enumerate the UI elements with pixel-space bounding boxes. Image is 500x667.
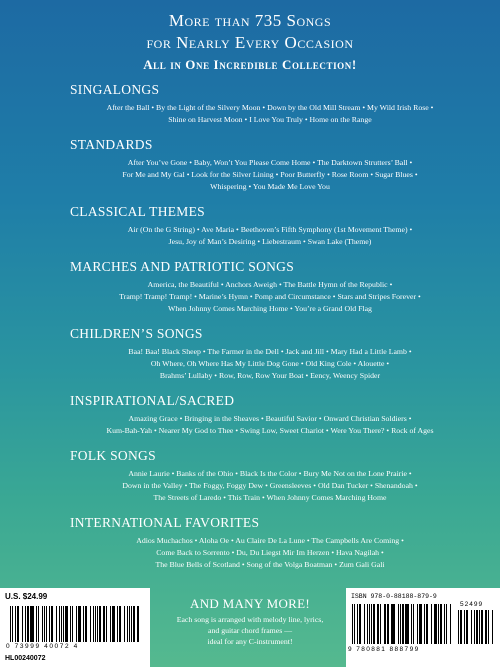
barcode-bar: [56, 606, 57, 642]
section-title: SINGALONGS: [70, 82, 160, 97]
barcode-bar: [440, 604, 442, 644]
barcode-bar: [384, 604, 385, 644]
barcode-bar: [364, 604, 365, 644]
barcode-bar: [49, 606, 50, 642]
footer-title: AND MANY MORE!: [190, 596, 310, 611]
barcode-bar: [76, 606, 77, 642]
price-label: U.S. $24.99: [5, 592, 48, 601]
barcode-bar: [63, 606, 64, 642]
barcode-bar: [78, 606, 79, 642]
section-song-list: Baa! Baa! Black Sheep • The Farmer in the Dell • Jack and Jill • Mary Had a Little Lamb • Oh Where, Oh Where Has My Little Dog Gone • Old King Cole • Alouette • Brahms’ Lullaby • Row, Row, Row Your Boat • Eency, Weency Spider: [128, 347, 412, 380]
barcode-bar: [380, 604, 381, 644]
cover-subhead: All in One Incredible Collection!: [143, 57, 357, 72]
barcode-bar: [95, 606, 97, 642]
barcode-bar: [25, 606, 26, 642]
section-title: FOLK SONGS: [70, 448, 156, 463]
barcode-bar: [371, 604, 372, 644]
barcode-bar: [405, 604, 406, 644]
barcode-bar: [411, 604, 413, 644]
barcode-bar: [476, 610, 478, 644]
barcode-bar: [124, 606, 125, 642]
section-song-list: Annie Laurie • Banks of the Ohio • Black Is the Color • Bury Me Not on the Lone Prairie • Down in the Valley • The Foggy, Foggy Dew • Greensleeves • Old Dan Tucker • Shenandoah • The Streets of Laredo • This Train • When Johnny Comes Marching Home: [122, 469, 418, 502]
section-song-list: After the Ball • By the Light of the Silvery Moon • Down by the Old Mill Stream • My Wild Irish Rose • Shine on Harvest Moon • I Love You Truly • Home on the Range: [106, 103, 434, 124]
barcode-bar: [400, 604, 401, 644]
barcode-bar: [398, 604, 399, 644]
barcode-bar: [352, 604, 353, 644]
barcode-bar: [488, 610, 489, 644]
song-sections: [70, 82, 470, 582]
barcode-bar: [42, 606, 43, 642]
footer-description: Each song is arranged with melody line, lyrics, and guitar chord frames — ideal for any C-instrument!: [176, 615, 324, 646]
barcode-bar: [406, 604, 408, 644]
barcode-bar: [117, 606, 118, 642]
barcode-bar: [460, 610, 462, 644]
barcode-bar: [38, 606, 39, 642]
barcode-bar: [474, 610, 475, 644]
section-title: STANDARDS: [70, 137, 153, 152]
barcode-bar: [359, 604, 361, 644]
section-title: INSPIRATIONAL/SACRED: [70, 393, 235, 408]
barcode-bar: [31, 606, 33, 642]
barcode-bar: [391, 604, 392, 644]
barcode-bar: [79, 606, 81, 642]
barcode-bar: [59, 606, 60, 642]
barcode-bar: [51, 606, 53, 642]
section-song-list: Air (On the G String) • Ave Maria • Beethoven’s Fifth Symphony (1st Movement Theme) • Jesu, Joy of Man’s Desiring • Liebestraum • Swan Lake (Theme): [127, 225, 413, 246]
section-classical-themes: [70, 204, 470, 248]
barcode-bar: [464, 610, 465, 644]
barcode-bar: [131, 606, 132, 642]
barcode-bar: [438, 604, 439, 644]
section-song-list: Adios Muchachos • Aloha Oe • Au Claire De La Lune • The Campbells Are Coming • Come Back to Sorrento • Du, Du Liegst Mir Im Herzen • Hava Nagilah • The Blue Bells of Scotland • Song of the Volga Boatman • Zum Gali Gali: [136, 536, 404, 569]
barcode-bar: [450, 604, 451, 644]
barcode-bar: [369, 604, 371, 644]
barcode-bar: [30, 606, 31, 642]
barcode-bar: [112, 606, 113, 642]
barcode-bar: [72, 606, 73, 642]
barcode-bar: [10, 606, 11, 642]
section-title: INTERNATIONAL FAVORITES: [70, 515, 260, 530]
barcode-bar: [492, 610, 493, 644]
section-singalongs: [70, 82, 470, 126]
cover-headline: [0, 10, 500, 54]
barcode-bar: [392, 604, 394, 644]
barcode-bar: [99, 606, 101, 642]
barcode-bar: [110, 606, 111, 642]
barcode-bar: [431, 604, 432, 644]
barcode-bar: [70, 606, 72, 642]
section-folk-songs: [70, 448, 470, 504]
headline-line-1: More than 735 Songs: [168, 11, 332, 30]
section-title: CHILDREN’S SONGS: [70, 326, 203, 341]
barcode-bar: [83, 606, 84, 642]
isbn-label: ISBN 978-0-88188-879-9: [351, 593, 437, 600]
section-song-list: Amazing Grace • Bringing in the Sheaves • Beautiful Savior • Onward Christian Soldiers • Kum-Bah-Yah • Nearer My God to Thee • Swing Low, Sweet Chariot • Were You There? • Rock of Ages: [106, 414, 434, 435]
barcode-bar: [446, 604, 447, 644]
barcode-bar: [367, 604, 368, 644]
barcode-bar: [65, 606, 67, 642]
barcode-bar: [61, 606, 63, 642]
upc-barcode-bars: [10, 606, 140, 642]
barcode-bar: [377, 604, 379, 644]
barcode-bar: [17, 606, 19, 642]
barcode-bar: [137, 606, 139, 642]
barcode-bar: [373, 604, 375, 644]
headline-line-2: for Nearly Every Occasion: [146, 33, 354, 52]
barcode-bar: [458, 610, 459, 644]
isbn-barcode-box: [346, 588, 500, 667]
barcode-bar: [90, 606, 91, 642]
barcode-bar: [97, 606, 98, 642]
barcode-bar: [413, 604, 414, 644]
addon-barcode-bars: [458, 610, 494, 644]
barcode-bar: [387, 604, 389, 644]
barcode-bar: [417, 604, 418, 644]
barcode-bar: [127, 606, 128, 642]
ean-barcode-bars: [352, 604, 452, 644]
catalog-code: HL00240072: [5, 655, 46, 662]
barcode-bar: [481, 610, 484, 644]
barcode-bar: [22, 606, 23, 642]
barcode-bar: [12, 606, 14, 642]
barcode-bar: [420, 604, 422, 644]
barcode-bar: [385, 604, 386, 644]
barcode-bar: [426, 604, 428, 644]
barcode-bar: [466, 610, 469, 644]
barcode-bar: [93, 606, 94, 642]
barcode-bar: [113, 606, 115, 642]
barcode-bar: [419, 604, 420, 644]
barcode-bar: [357, 604, 358, 644]
barcode-bar: [27, 606, 29, 642]
section-title: MARCHES AND PATRIOTIC SONGS: [70, 259, 295, 274]
section-childrens-songs: [70, 326, 470, 382]
section-international-favorites: [70, 515, 470, 571]
section-title: CLASSICAL THEMES: [70, 204, 205, 219]
barcode-bar: [103, 606, 105, 642]
section-song-list: After You’ve Gone • Baby, Won’t You Please Come Home • The Darktown Strutters’ Ball • For Me and My Gal • Look for the Silver Lining • Poor Butterfly • Rose Room • Sugar Blues • Whispering • You Made Me Love You: [122, 158, 418, 191]
barcode-bar: [444, 604, 446, 644]
barcode-bar: [133, 606, 135, 642]
barcode-bar: [424, 604, 425, 644]
barcode-bar: [106, 606, 107, 642]
barcode-bar: [44, 606, 45, 642]
barcode-bar: [36, 606, 38, 642]
barcode-bar: [119, 606, 121, 642]
ean-digits: 9 780881 888799: [348, 646, 420, 653]
upc-barcode-box: [0, 588, 150, 667]
barcode-bar: [485, 610, 487, 644]
barcode-bar: [46, 606, 48, 642]
barcode-bar: [471, 610, 472, 644]
upc-digits: 0 73999 40072 4: [6, 643, 79, 650]
barcode-bar: [129, 606, 131, 642]
barcode-bar: [402, 604, 404, 644]
section-song-list: America, the Beautiful • Anchors Aweigh • The Battle Hymn of the Republic • Tramp! Tramp! Tramp! • Marine’s Hymn • Pomp and Circumstance • Stars and Stripes Forever • When Johnny Comes Marching Home • You’re a Grand Old Flag: [119, 280, 421, 313]
barcode-bar: [435, 604, 437, 644]
addon-digits: 52499: [460, 601, 484, 608]
section-standards: [70, 137, 470, 193]
section-inspirational-sacred: [70, 393, 470, 437]
barcode-bar: [434, 604, 435, 644]
section-marches-patriotic: [70, 259, 470, 315]
barcode-bar: [354, 604, 356, 644]
barcode-bar: [15, 606, 16, 642]
barcode-bar: [479, 610, 480, 644]
barcode-bar: [85, 606, 87, 642]
